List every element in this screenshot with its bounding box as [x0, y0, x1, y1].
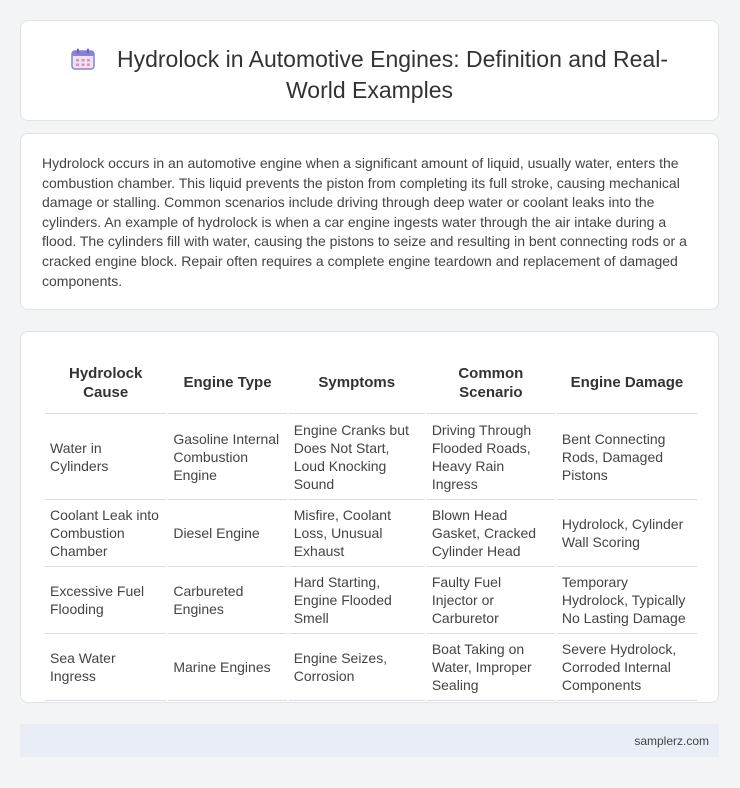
table-cell: Blown Head Gasket, Cracked Cylinder Head	[427, 500, 555, 567]
table-row	[45, 634, 697, 701]
title-card	[20, 20, 719, 121]
table-row	[45, 567, 697, 634]
table-cell: Diesel Engine	[168, 500, 286, 567]
header-hydrolock-cause: Hydrolock Cause	[45, 352, 166, 414]
page-title	[21, 44, 718, 106]
table-row	[45, 500, 697, 567]
description-card	[20, 133, 719, 310]
table-cell: Hydrolock, Cylinder Wall Scoring	[557, 500, 697, 567]
table-cell: Bent Connecting Rods, Damaged Pistons	[557, 414, 697, 500]
table-cell: Driving Through Flooded Roads, Heavy Rain Ingress	[427, 414, 555, 500]
header-symptoms: Symptoms	[289, 352, 425, 414]
table-row	[45, 414, 697, 500]
title-line-1: Hydrolock in Automotive Engines: Definition and Real-	[116, 46, 668, 72]
table-cell: Boat Taking on Water, Improper Sealing	[427, 634, 555, 701]
table-cell: Faulty Fuel Injector or Carburetor	[427, 567, 555, 634]
table-cell: Carbureted Engines	[168, 567, 286, 634]
table-cell: Temporary Hydrolock, Typically No Lasting Damage	[557, 567, 697, 634]
table-cell: Sea Water Ingress	[45, 634, 166, 701]
table-cell: Gasoline Internal Combustion Engine	[168, 414, 286, 500]
table-cell: Coolant Leak into Combustion Chamber	[45, 500, 166, 567]
header-engine-type: Engine Type	[168, 352, 286, 414]
table-cell: Engine Cranks but Does Not Start, Loud Knocking Sound	[289, 414, 425, 500]
footer	[20, 724, 719, 757]
table-card	[20, 331, 719, 703]
hydrolock-table	[43, 352, 699, 701]
table-cell: Severe Hydrolock, Corroded Internal Components	[557, 634, 697, 701]
table-cell: Excessive Fuel Flooding	[45, 567, 166, 634]
table-cell: Hard Starting, Engine Flooded Smell	[289, 567, 425, 634]
table-header-row	[45, 352, 697, 414]
table-cell: Marine Engines	[168, 634, 286, 701]
title-line-2: World Examples	[285, 77, 454, 103]
header-engine-damage: Engine Damage	[557, 352, 697, 414]
table-cell: Engine Seizes, Corrosion	[289, 634, 425, 701]
calendar-icon	[71, 48, 95, 70]
description-text: Hydrolock occurs in an automotive engine when a significant amount of liquid, usually water, enters the combustion chamber. This liquid prevents the piston from completing its full stroke, causing mechanical damage or stalling. Common scenarios include driving through deep water or coolant leaks into the cylinders. An example of hydrolock is when a car engine ingests water through the air intake during a flood. The cylinders fill with water, causing the pistons to seize and resulting in bent connecting rods or a cracked engine block. Repair often requires a complete engine teardown and replacement of damaged components.	[42, 155, 687, 289]
header-common-scenario: Common Scenario	[427, 352, 555, 414]
footer-site-link[interactable]: samplerz.com	[634, 734, 709, 748]
table-cell: Misfire, Coolant Loss, Unusual Exhaust	[289, 500, 425, 567]
table-cell: Water in Cylinders	[45, 414, 166, 500]
